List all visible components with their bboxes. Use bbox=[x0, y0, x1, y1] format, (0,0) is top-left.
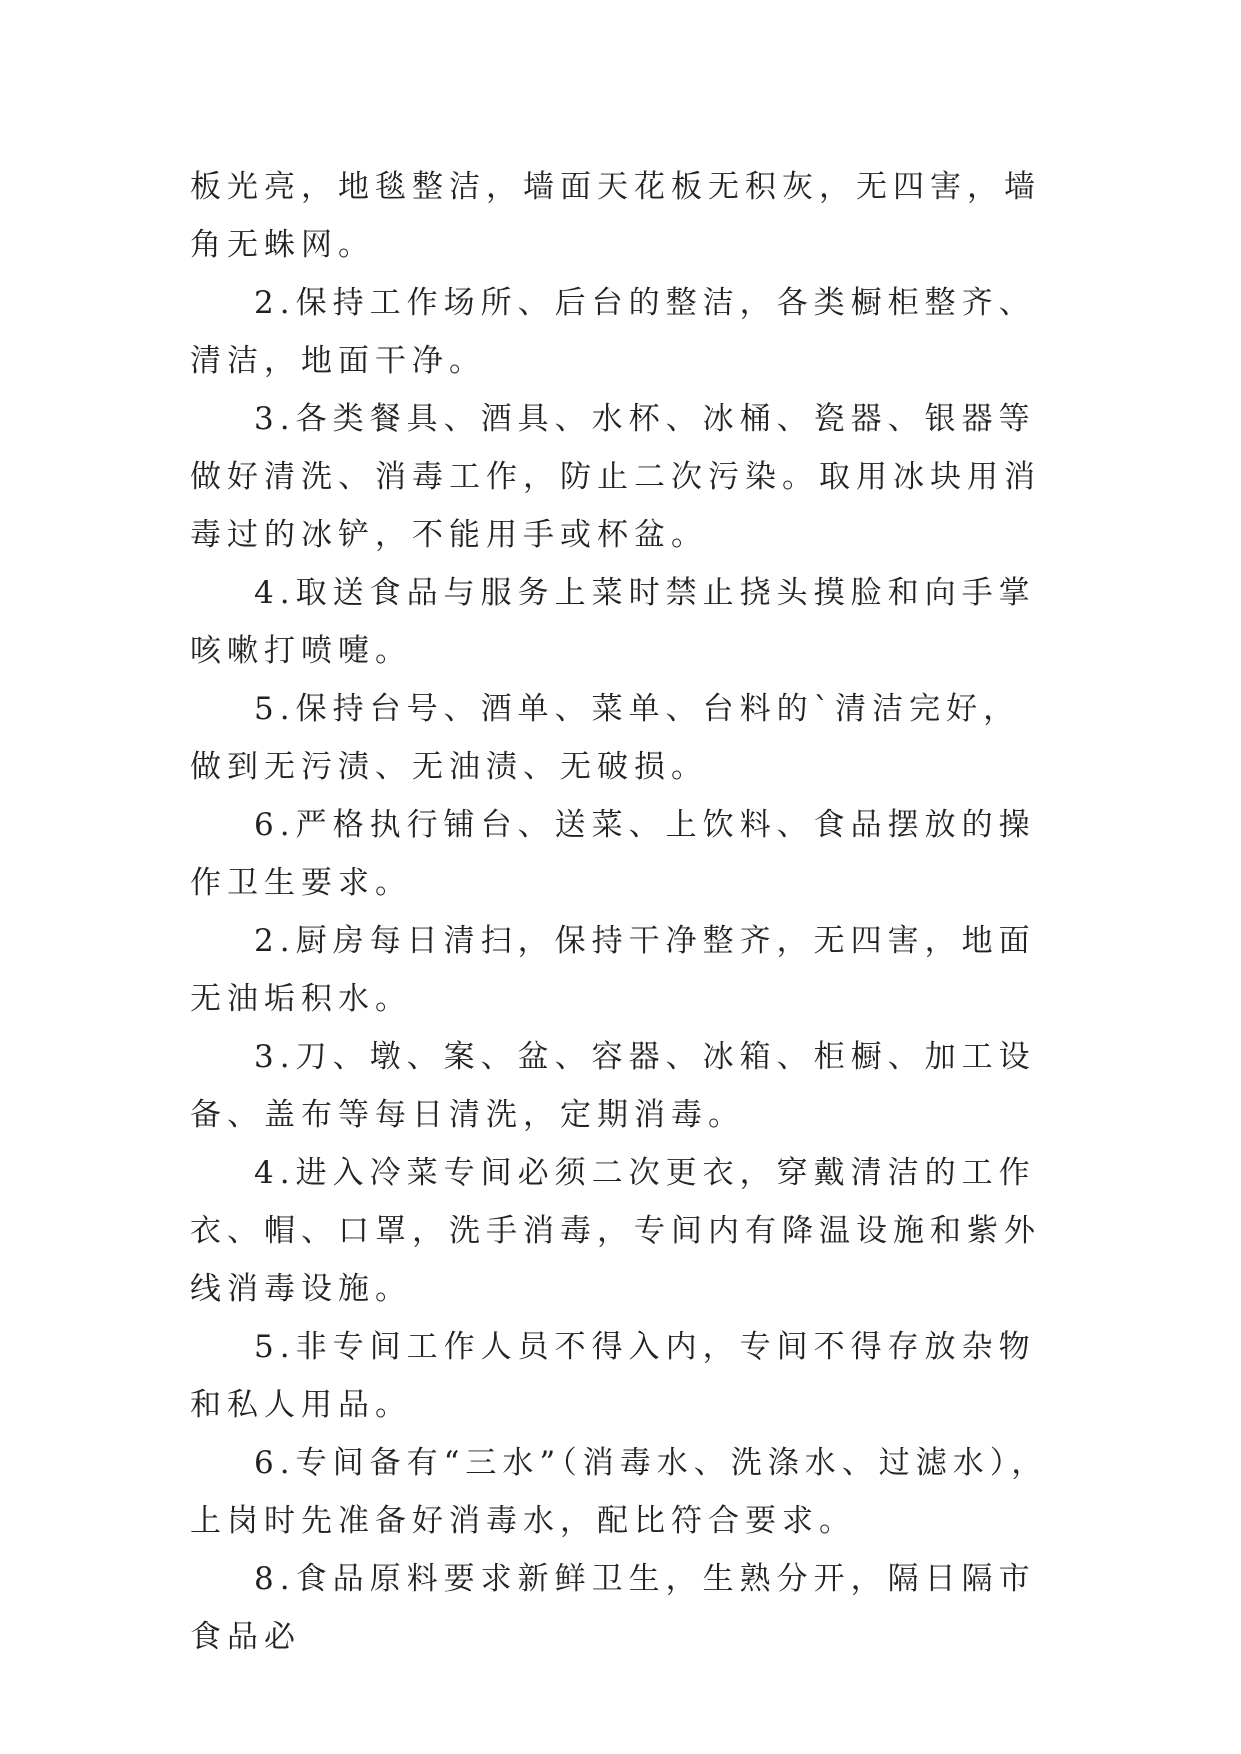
paragraph-4: 4.取送食品与服务上菜时禁止挠头摸脸和向手掌咳嗽打喷嚏。 bbox=[190, 575, 1036, 669]
paragraph-6: 6.严格执行铺台、送菜、上饮料、食品摆放的操作卫生要求。 bbox=[190, 807, 1036, 901]
paragraph-1: 板光亮，地毯整洁，墙面天花板无积灰，无四害，墙角无蛛网。 bbox=[190, 169, 1041, 263]
paragraph-10: 5.非专间工作人员不得入内，专间不得存放杂物和私人用品。 bbox=[190, 1329, 1036, 1423]
body-text bbox=[190, 158, 1050, 1666]
paragraph-11: 6.专间备有“三水”（消毒水、洗涤水、过滤水），上岗时先准备好消毒水，配比符合要求。 bbox=[190, 1445, 1049, 1539]
paragraph-8: 3.刀、墩、案、盆、容器、冰箱、柜橱、加工设备、盖布等每日清洗，定期消毒。 bbox=[190, 1039, 1036, 1133]
paragraph-5: 5.保持台号、酒单、菜单、台料的`清洁完好，做到无污渍、无油渍、无破损。 bbox=[190, 691, 1021, 785]
paragraph-7: 2.厨房每日清扫，保持干净整齐，无四害，地面无油垢积水。 bbox=[190, 923, 1036, 1017]
paragraph-12: 8.食品原料要求新鲜卫生，生熟分开，隔日隔市食品必 bbox=[190, 1561, 1036, 1655]
paragraph-3: 3.各类餐具、酒具、水杯、冰桶、瓷器、银器等做好清洗、消毒工作，防止二次污染。取用冰块用消毒过的冰铲，不能用手或杯盆。 bbox=[190, 401, 1041, 553]
paragraph-9: 4.进入冷菜专间必须二次更衣，穿戴清洁的工作衣、帽、口罩，洗手消毒，专间内有降温设施和紫外线消毒设施。 bbox=[190, 1155, 1041, 1307]
paragraph-2: 2.保持工作场所、后台的整洁，各类橱柜整齐、清洁，地面干净。 bbox=[190, 285, 1036, 379]
